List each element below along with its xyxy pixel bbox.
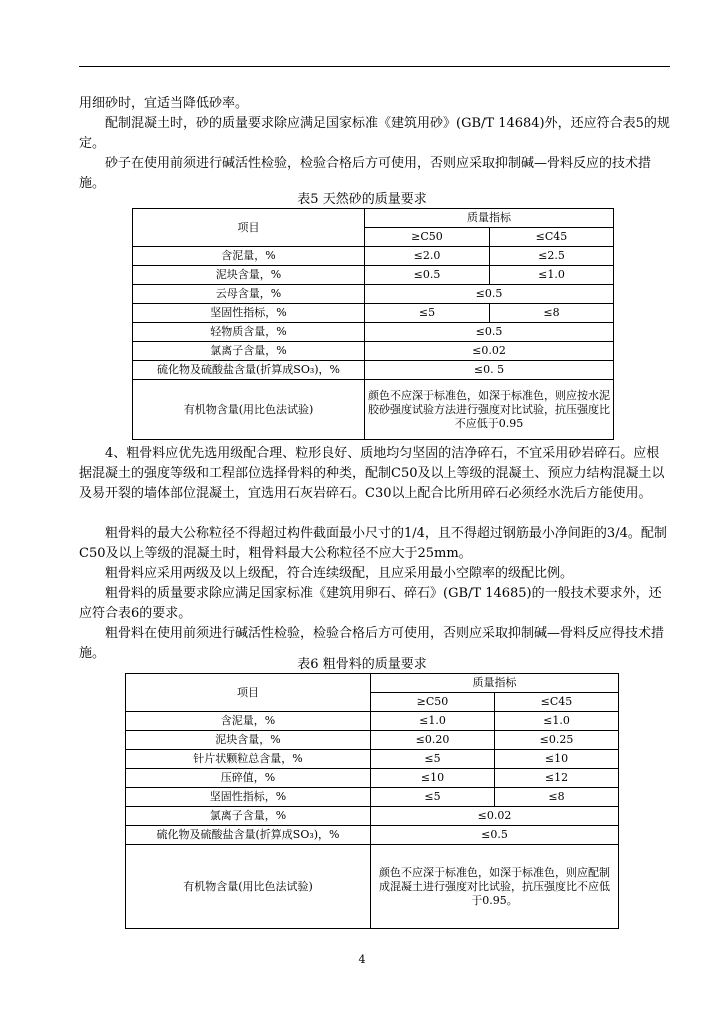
- table-row: 针片状颗粒总含量，% ≤5 ≤10: [126, 750, 619, 769]
- table-row: 含泥量，% ≤2.0 ≤2.5: [133, 247, 614, 266]
- page-number: 4: [358, 953, 366, 966]
- table5: [132, 208, 614, 440]
- table6-header-item: 项目: [126, 674, 371, 712]
- table-row: 坚固性指标，% ≤5 ≤8: [133, 304, 614, 323]
- table5-caption: 表5 天然砂的质量要求: [297, 192, 427, 207]
- paragraph-3: 砂子在使用前须进行碱活性检验，检验合格后方可使用，否则应采取抑制碱—骨料反应的技术措施。: [79, 156, 652, 191]
- table-row: 压碎值，% ≤10 ≤12: [126, 769, 619, 788]
- table6-header-quality: 质量指标: [371, 674, 619, 693]
- table-row: 云母含量，% ≤0.5: [133, 285, 614, 304]
- table-row: 轻物质含量，% ≤0.5: [133, 323, 614, 342]
- paragraph-4: 4、粗骨料应优先选用级配合理、粒形良好、质地均匀坚固的洁净碎石，不宜采用砂岩碎石。应根据混凝土的强度等级和工程部位选择骨料的种类，配制C50及以上等级的混凝土、预应力结构混凝土以及易开裂的墙体部位混凝土，宜选用石灰岩碎石。C30以上配合比所用碎石必须经水洗后方能使用。: [79, 446, 665, 501]
- table6-header-c50: ≥C50: [371, 693, 495, 712]
- table5-header-c50: ≥C50: [365, 228, 490, 247]
- table5-header-item: 项目: [133, 209, 365, 247]
- paragraph-6: 粗骨料应采用两级及以上级配，符合连续级配，且应采用最小空隙率的级配比例。: [105, 566, 574, 581]
- header-rule: [79, 66, 670, 67]
- table-row: 氯离子含量，% ≤0.02: [133, 342, 614, 361]
- table-row: 有机物含量(用比色法试验) 颜色不应深于标准色，如深于标准色，则应按水泥胶砂强度试验方法进行强度对比试验，抗压强度比不应低于0.95: [133, 380, 614, 440]
- table5-header-c45: ≤C45: [490, 228, 614, 247]
- paragraph-2: 配制混凝土时，砂的质量要求除应满足国家标准《建筑用砂》(GB/T 14684)外，还应符合表5的规定。: [79, 116, 670, 151]
- table-row: 泥块含量，% ≤0.20 ≤0.25: [126, 731, 619, 750]
- table6-header-c45: ≤C45: [495, 693, 619, 712]
- table6-caption: 表6 粗骨料的质量要求: [297, 657, 427, 672]
- table-row: 有机物含量(用比色法试验) 颜色不应深于标准色，如深于标准色，则应配制成混凝土进行强度对比试验，抗压强度比不应低于0.95。: [126, 845, 619, 929]
- paragraph-1: 用细砂时，宜适当降低砂率。: [79, 96, 249, 111]
- table-row: 含泥量，% ≤1.0 ≤1.0: [126, 712, 619, 731]
- table-row: 硫化物及硫酸盐含量(折算成SO₃)，% ≤0.5: [126, 826, 619, 845]
- table-row: 氯离子含量，% ≤0.02: [126, 807, 619, 826]
- paragraph-7: 粗骨料的质量要求除应满足国家标准《建筑用卵石、碎石》(GB/T 14685)的一般技术要求外，还应符合表6的要求。: [79, 586, 662, 621]
- paragraph-5: 粗骨料的最大公称粒径不得超过构件截面最小尺寸的1/4，且不得超过钢筋最小净间距的3/4。配制C50及以上等级的混凝土时，粗骨料最大公称粒径不应大于25mm。: [79, 526, 667, 561]
- table5-header-quality: 质量指标: [365, 209, 614, 228]
- table-row: 泥块含量，% ≤0.5 ≤1.0: [133, 266, 614, 285]
- table6: [125, 673, 619, 929]
- table-row: 坚固性指标，% ≤5 ≤8: [126, 788, 619, 807]
- paragraph-8: 粗骨料在使用前须进行碱活性检验，检验合格后方可使用，否则应采取抑制碱—骨料反应得技术措施。: [79, 626, 665, 661]
- table-row: 硫化物及硫酸盐含量(折算成SO₃)，% ≤0. 5: [133, 361, 614, 380]
